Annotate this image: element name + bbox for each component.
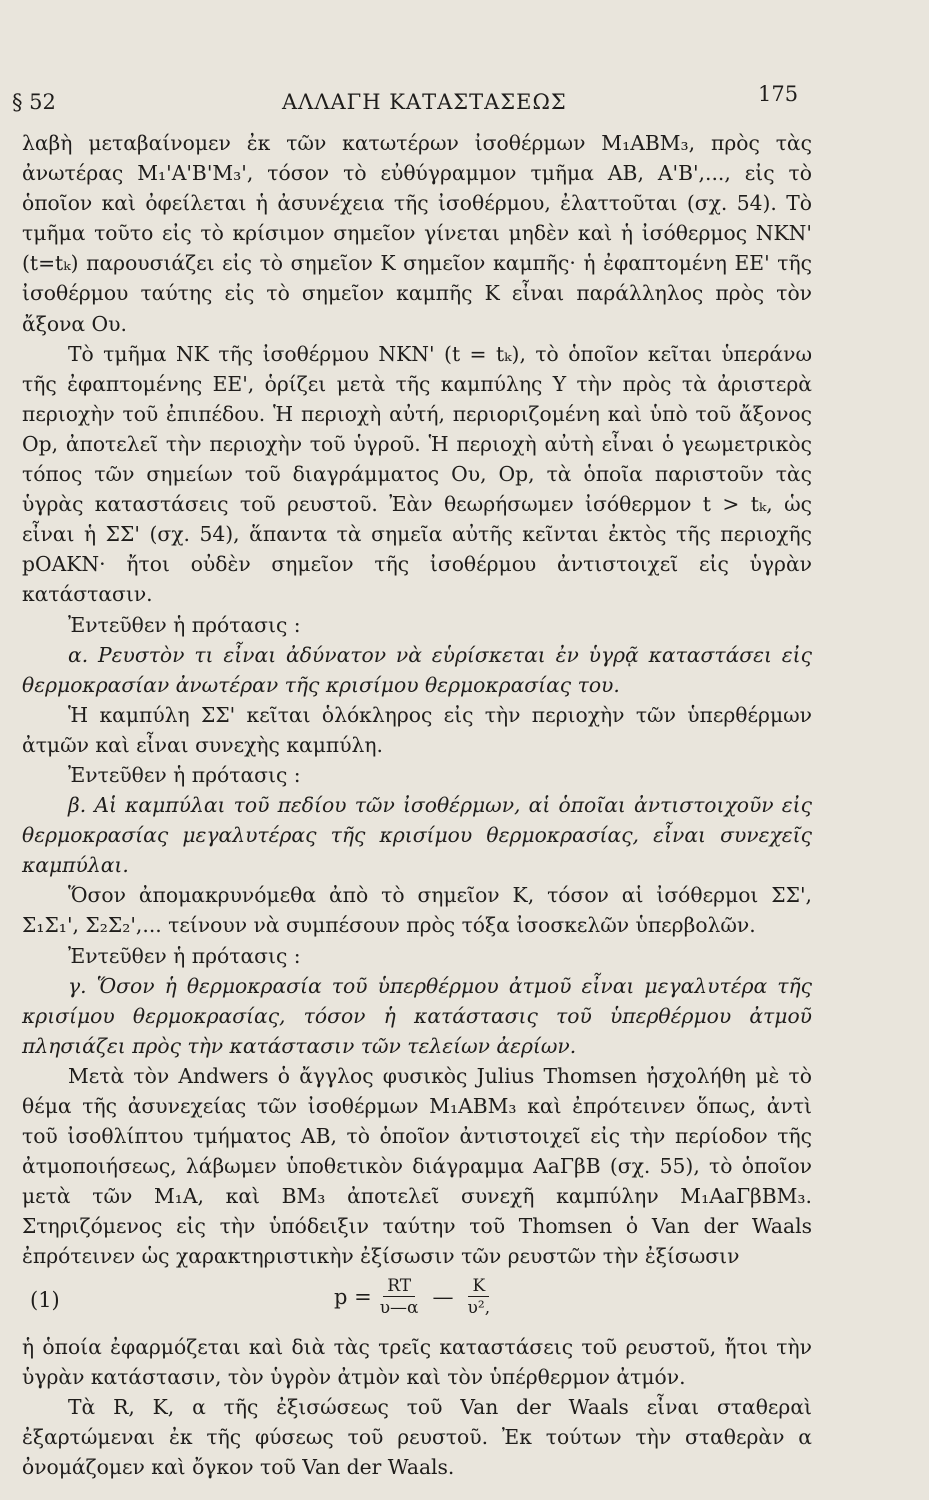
fraction-rt: [380, 1276, 419, 1318]
paragraph-5: Ἡ καμπύλη ΣΣ' κεῖται ὁλόκληρος εἰς τὴν περιοχὴν τῶν ὑπερθέρμων ἀτμῶν καὶ εἶναι συνεχὴς καμπύλη.: [22, 702, 812, 757]
fraction-k-numerator: K: [468, 1276, 489, 1297]
fraction-rt-denominator: υ—α: [379, 1297, 419, 1318]
paragraph-11: Μετὰ τὸν Andwers ὁ ἄγγλος φυσικὸς Julius Thomsen ἠσχολήθη μὲ τὸ θέμα τῆς ἀσυνεχείας τῶν ἰσοθέρμων M₁ABM₃ καὶ ἐπρότεινεν ὅπως, ἀντὶ τοῦ ἰσοθλίπτου τμήματος AB, τὸ ὁποῖον ἀντιστοιχεῖ εἰς τὴν περίοδον τῆς ἀτμοποιήσεως, λάβωμεν ὑποθετικὸν διάγραμμα AaΓβB (σχ. 55), τὸ ὁποῖον μετὰ τῶν M₁A, καὶ BM₃ ἀποτελεῖ συνεχῆ καμπύλην M₁AaΓβBM₃. Στηριζόμενος εἰς τὴν ὑπόδειξιν ταύτην τοῦ Thomsen ὁ Van der Waals ἐπρότεινεν ὡς χαρακτηριστικὴν ἐξίσωσιν τῶν ρευστῶν τὴν ἐξίσωσιν: [22, 1063, 812, 1269]
paragraph-12: ἡ ὁποία ἐφαρμόζεται καὶ διὰ τὰς τρεῖς καταστάσεις τοῦ ρευστοῦ, ἤτοι τὴν ὑγρὰν κατάστασιν, τὸν ὑγρὸν ἀτμὸν καὶ τὸν ὑπέρθερμον ἀτμόν.: [22, 1334, 812, 1389]
proposition-b: β. Αἱ καμπύλαι τοῦ πεδίου τῶν ἰσοθέρμων, αἱ ὁποῖαι ἀντιστοιχοῦν εἰς θερμοκρασίας μεγαλυτέρας τῆς κρισίμου θερμοκρασίας, εἶναι συνεχεῖς καμπύλαι.: [22, 793, 812, 878]
fraction-rt-numerator: RT: [383, 1276, 415, 1297]
page-number: 175: [758, 82, 799, 106]
proposition-intro-2: Ἐντεῦθεν ἡ πρότασις :: [68, 762, 301, 787]
equation-minus: —: [432, 1284, 454, 1309]
proposition-intro-3: Ἐντεῦθεν ἡ πρότασις :: [68, 943, 301, 968]
paragraph-1: λαβὴ μεταβαίνομεν ἐκ τῶν κατωτέρων ἰσοθέρμων M₁ABM₃, πρὸς τὰς ἀνωτέρας M₁'A'B'M₃', τόσον τὸ εὐθύγραμμον τμῆμα AB, A'B',..., εἰς τὸ ὁποῖον καὶ ὀφείλεται ἡ ἀσυνέχεια τῆς ἰσοθέρμου, ἐλαττοῦται (σχ. 54). Τὸ τμῆμα τοῦτο εἰς τὸ κρίσιμον σημεῖον γίνεται μηδὲν καὶ ἡ ἰσόθερμος NKN' (t=tₖ) παρουσιάζει εἰς τὸ σημεῖον K σημεῖον καμπῆς· ἡ ἐφαπτομένη EE' τῆς ἰσοθέρμου ταύτης εἰς τὸ σημεῖον καμπῆς K εἶναι παράλληλος πρὸς τὸν ἄξονα Oυ.: [22, 131, 812, 336]
equation-body: [334, 1276, 498, 1318]
paragraph-8: Ὅσον ἀπομακρυνόμεθα ἀπὸ τὸ σημεῖον K, τόσον αἱ ἰσόθερμοι ΣΣ', Σ₁Σ₁', Σ₂Σ₂',... τείνουν νὰ συμπέσουν πρὸς τόξα ἰσοσκελῶν ὑπερβολῶν.: [22, 883, 812, 938]
page-header: [0, 82, 929, 122]
proposition-c: γ. Ὅσον ἡ θερμοκρασία τοῦ ὑπερθέρμου ἀτμοῦ εἶναι μεγαλυτέρα τῆς κρισίμου θερμοκρασίας, τόσον ἡ κατάστασις τοῦ ὑπερθέρμου ἀτμοῦ πλησιάζει πρὸς τὴν κατάστασιν τῶν τελείων ἀερίων.: [22, 973, 812, 1058]
proposition-a: α. Ρευστὸν τι εἶναι ἀδύνατον νὰ εὑρίσκεται ἐν ὑγρᾷ καταστάσει εἰς θερμοκρασίαν ἀνωτέραν τῆς κρισίμου θερμοκρασίας του.: [22, 642, 812, 697]
running-title: ΑΛΛΑΓΗ ΚΑΤΑΣΤΑΣΕΩΣ: [282, 90, 567, 114]
equation-1: [22, 1272, 812, 1332]
equation-label: (1): [30, 1287, 60, 1312]
paragraph-13: Τὰ R, K, α τῆς ἐξισώσεως τοῦ Van der Waals εἶναι σταθεραὶ ἐξαρτώμεναι ἐκ τῆς φύσεως τοῦ ρευστοῦ. Ἐκ τούτων τὴν σταθερὰν α ὀνομάζομεν καὶ ὄγκον τοῦ Van der Waals.: [22, 1394, 812, 1479]
fraction-k: [468, 1276, 491, 1318]
section-number: § 52: [12, 90, 56, 114]
equation-lhs: p =: [334, 1284, 372, 1309]
paragraph-2: Τὸ τμῆμα NK τῆς ἰσοθέρμου NKN' (t = tₖ), τὸ ὁποῖον κεῖται ὑπεράνω τῆς ἐφαπτομένης EE', ὁρίζει μετὰ τῆς καμπύλης Y τὴν πρὸς τὰ ἀριστερὰ περιοχὴν τοῦ ἐπιπέδου. Ἡ περιοχὴ αὐτή, περιοριζομένη καὶ ὑπὸ τοῦ ἄξονος Op, ἀποτελεῖ τὴν περιοχὴν τοῦ ὑγροῦ. Ἡ περιοχὴ αὐτὴ εἶναι ὁ γεωμετρικὸς τόπος τῶν σημείων τοῦ διαγράμματος Oυ, Op, τὰ ὁποῖα παριστοῦν τὰς ὑγρὰς καταστάσεις τοῦ ρευστοῦ. Ἐὰν θεωρήσωμεν ἰσόθερμον t > tₖ, ὡς εἶναι ἡ ΣΣ' (σχ. 54), ἅπαντα τὰ σημεῖα αὐτῆς κεῖνται ἐκτὸς τῆς περιοχῆς pOAKN· ἤτοι οὐδὲν σημεῖον τῆς ἰσοθέρμου ἀντιστοιχεῖ εἰς ὑγρὰν κατάστασιν.: [22, 341, 812, 607]
proposition-intro-1: Ἐντεῦθεν ἡ πρότασις :: [68, 612, 301, 637]
page-body: [22, 128, 812, 1482]
fraction-k-denominator: υ²,: [467, 1297, 491, 1318]
